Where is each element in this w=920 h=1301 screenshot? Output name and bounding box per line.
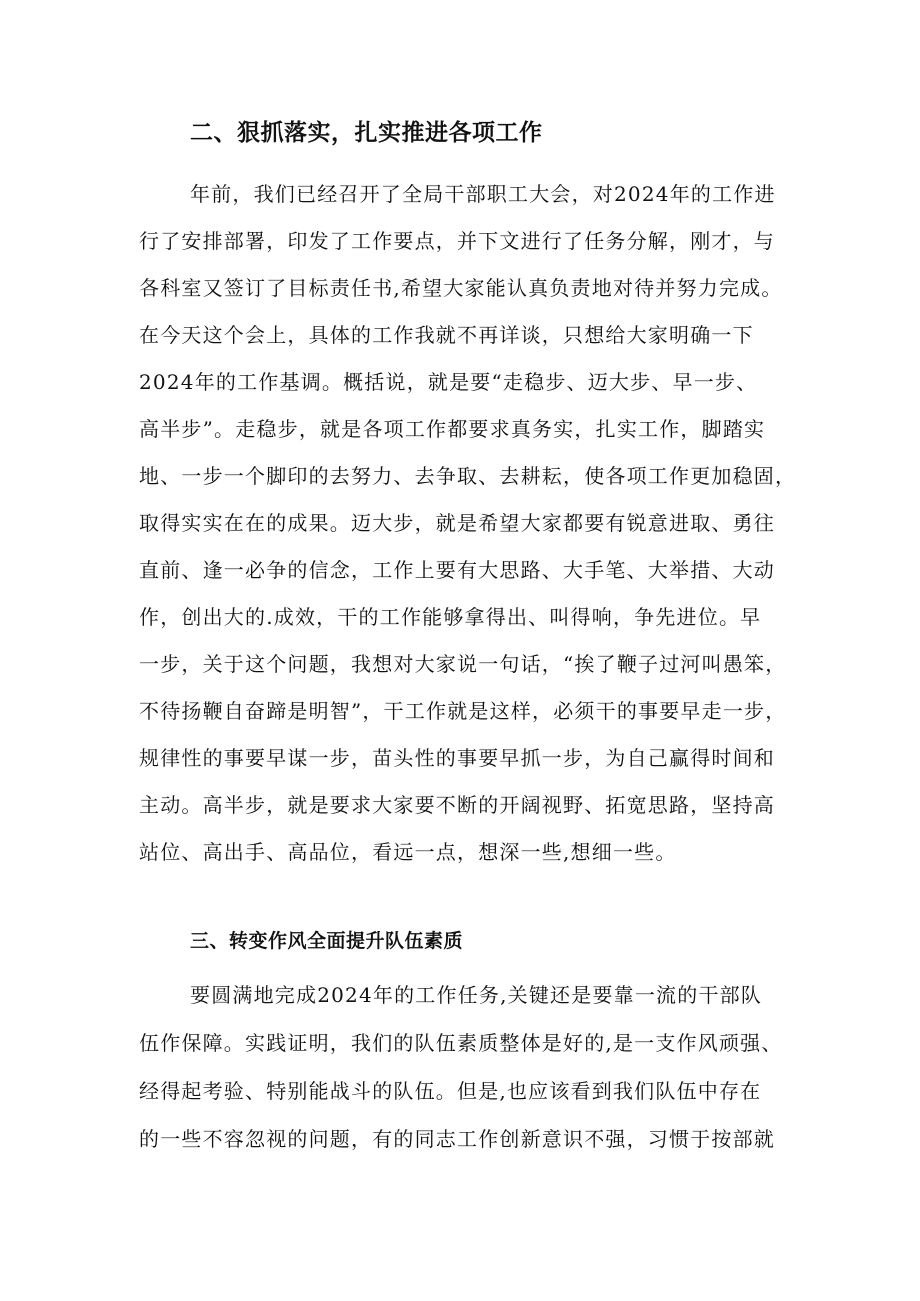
paragraph-line: 取得实实在在的成果。迈大步，就是希望大家都要有锐意进取、勇往 (139, 511, 775, 535)
paragraph-line: 主动。高半步，就是要求大家要不断的开阔视野、拓宽思路，坚持高 (139, 793, 775, 817)
paragraph-line: 不待扬鞭自奋蹄是明智”，干工作就是这样，必须干的事要早走一步， (139, 699, 787, 723)
section-3-heading: 三、转变作风全面提升队伍素质 (190, 930, 464, 952)
paragraph-line: 伍作保障。实践证明，我们的队伍素质整体是好的,是一支作风顽强、 (139, 1031, 783, 1055)
paragraph-line: 2024年的工作基调。概括说，就是要“走稳步、迈大步、早一步、 (139, 370, 758, 394)
paragraph-line: 行了安排部署，印发了工作要点，并下文进行了任务分解，刚才，与 (139, 229, 775, 253)
paragraph-line: 的一些不容忽视的问题，有的同志工作创新意识不强，习惯于按部就 (139, 1127, 775, 1151)
paragraph-line: 各科室又签订了目标责任书,希望大家能认真负责地对待并努力完成。 (139, 276, 783, 300)
paragraph-line: 要圆满地完成2024年的工作任务,关键还是要靠一流的干部队 (190, 983, 763, 1007)
section-2-heading: 二、狠抓落实，扎实推进各项工作 (190, 120, 543, 146)
paragraph-line: 作，创出大的.成效，干的工作能够拿得出、叫得响，争先进位。早 (139, 605, 762, 629)
paragraph-line: 经得起考验、特别能战斗的队伍。但是,也应该看到我们队伍中存在 (139, 1079, 762, 1103)
paragraph-line: 直前、逢一必争的信念，工作上要有大思路、大手笔、大举措、大动 (139, 558, 775, 582)
paragraph-line: 一步，关于这个问题，我想对大家说一句话，“挨了鞭子过河叫愚笨， (139, 652, 787, 676)
paragraph-line: 高半步”。走稳步，就是各项工作都要求真务实，扎实工作，脚踏实 (139, 417, 766, 441)
paragraph-line: 站位、高出手、高品位，看远一点，想深一些,想细一些。 (139, 840, 677, 864)
paragraph-line: 年前，我们已经召开了全局干部职工大会，对2024年的工作进 (190, 182, 776, 206)
paragraph-line: 地、一步一个脚印的去努力、去争取、去耕耘，使各项工作更加稳固， (139, 464, 797, 488)
paragraph-line: 规律性的事要早谋一步，苗头性的事要早抓一步，为自己赢得时间和 (139, 746, 775, 770)
paragraph-line: 在今天这个会上，具体的工作我就不再详谈，只想给大家明确一下 (139, 323, 754, 347)
